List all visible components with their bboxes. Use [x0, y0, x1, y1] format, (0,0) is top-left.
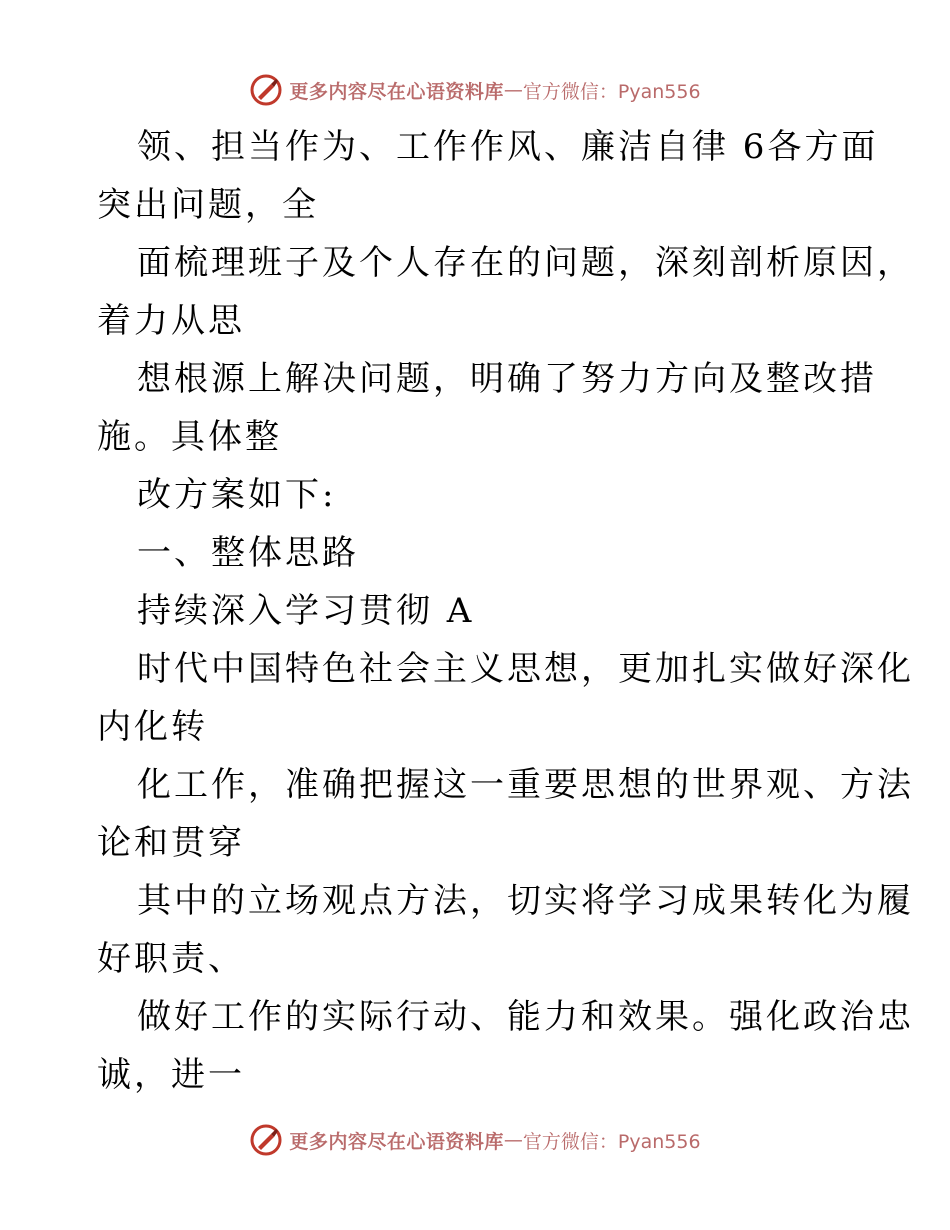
- text-line: 其中的立场观点方法，切实将学习成果转化为履: [137, 881, 914, 921]
- footer-banner: [0, 1120, 950, 1160]
- section-heading: 一、整体思路: [137, 533, 359, 573]
- text-line: 论和贯穿: [97, 823, 245, 863]
- text-line: 着力从思: [97, 301, 245, 341]
- text-line: 化工作，准确把握这一重要思想的世界观、方法: [137, 765, 914, 805]
- banner-separator: —: [503, 1129, 523, 1151]
- text-line: 好职责、: [97, 939, 245, 979]
- text-line: 改方案如下:: [137, 475, 337, 515]
- text-line: 突出问题，全: [97, 185, 319, 225]
- text-line: 做好工作的实际行动、能力和效果。强化政治忠: [137, 997, 914, 1037]
- pen-nib-logo-icon: [249, 1123, 283, 1157]
- text-line: 诚，进一: [97, 1055, 245, 1095]
- text-line: 想根源上解决问题，明确了努力方向及整改措: [137, 359, 877, 399]
- text-line: 施。具体整: [97, 417, 282, 457]
- banner-wechat: 官方微信：Pyan556: [522, 80, 701, 103]
- document-body: [97, 118, 914, 1104]
- text-line: 持续深入学习贯彻 A: [137, 591, 475, 631]
- banner-title: 更多内容尽在心语资料库: [289, 80, 504, 103]
- banner-separator: —: [503, 79, 523, 101]
- text-line: 领、担当作为、工作作风、廉洁自律 6各方面: [137, 127, 879, 167]
- header-banner: [0, 70, 950, 110]
- text-line: 面梳理班子及个人存在的问题，深刻剖析原因，: [137, 243, 914, 283]
- text-line: 内化转: [97, 707, 208, 747]
- text-line: 时代中国特色社会主义思想，更加扎实做好深化: [137, 649, 914, 689]
- banner-wechat: 官方微信：Pyan556: [522, 1130, 701, 1153]
- pen-nib-logo-icon: [249, 73, 283, 107]
- banner-title: 更多内容尽在心语资料库: [289, 1130, 504, 1153]
